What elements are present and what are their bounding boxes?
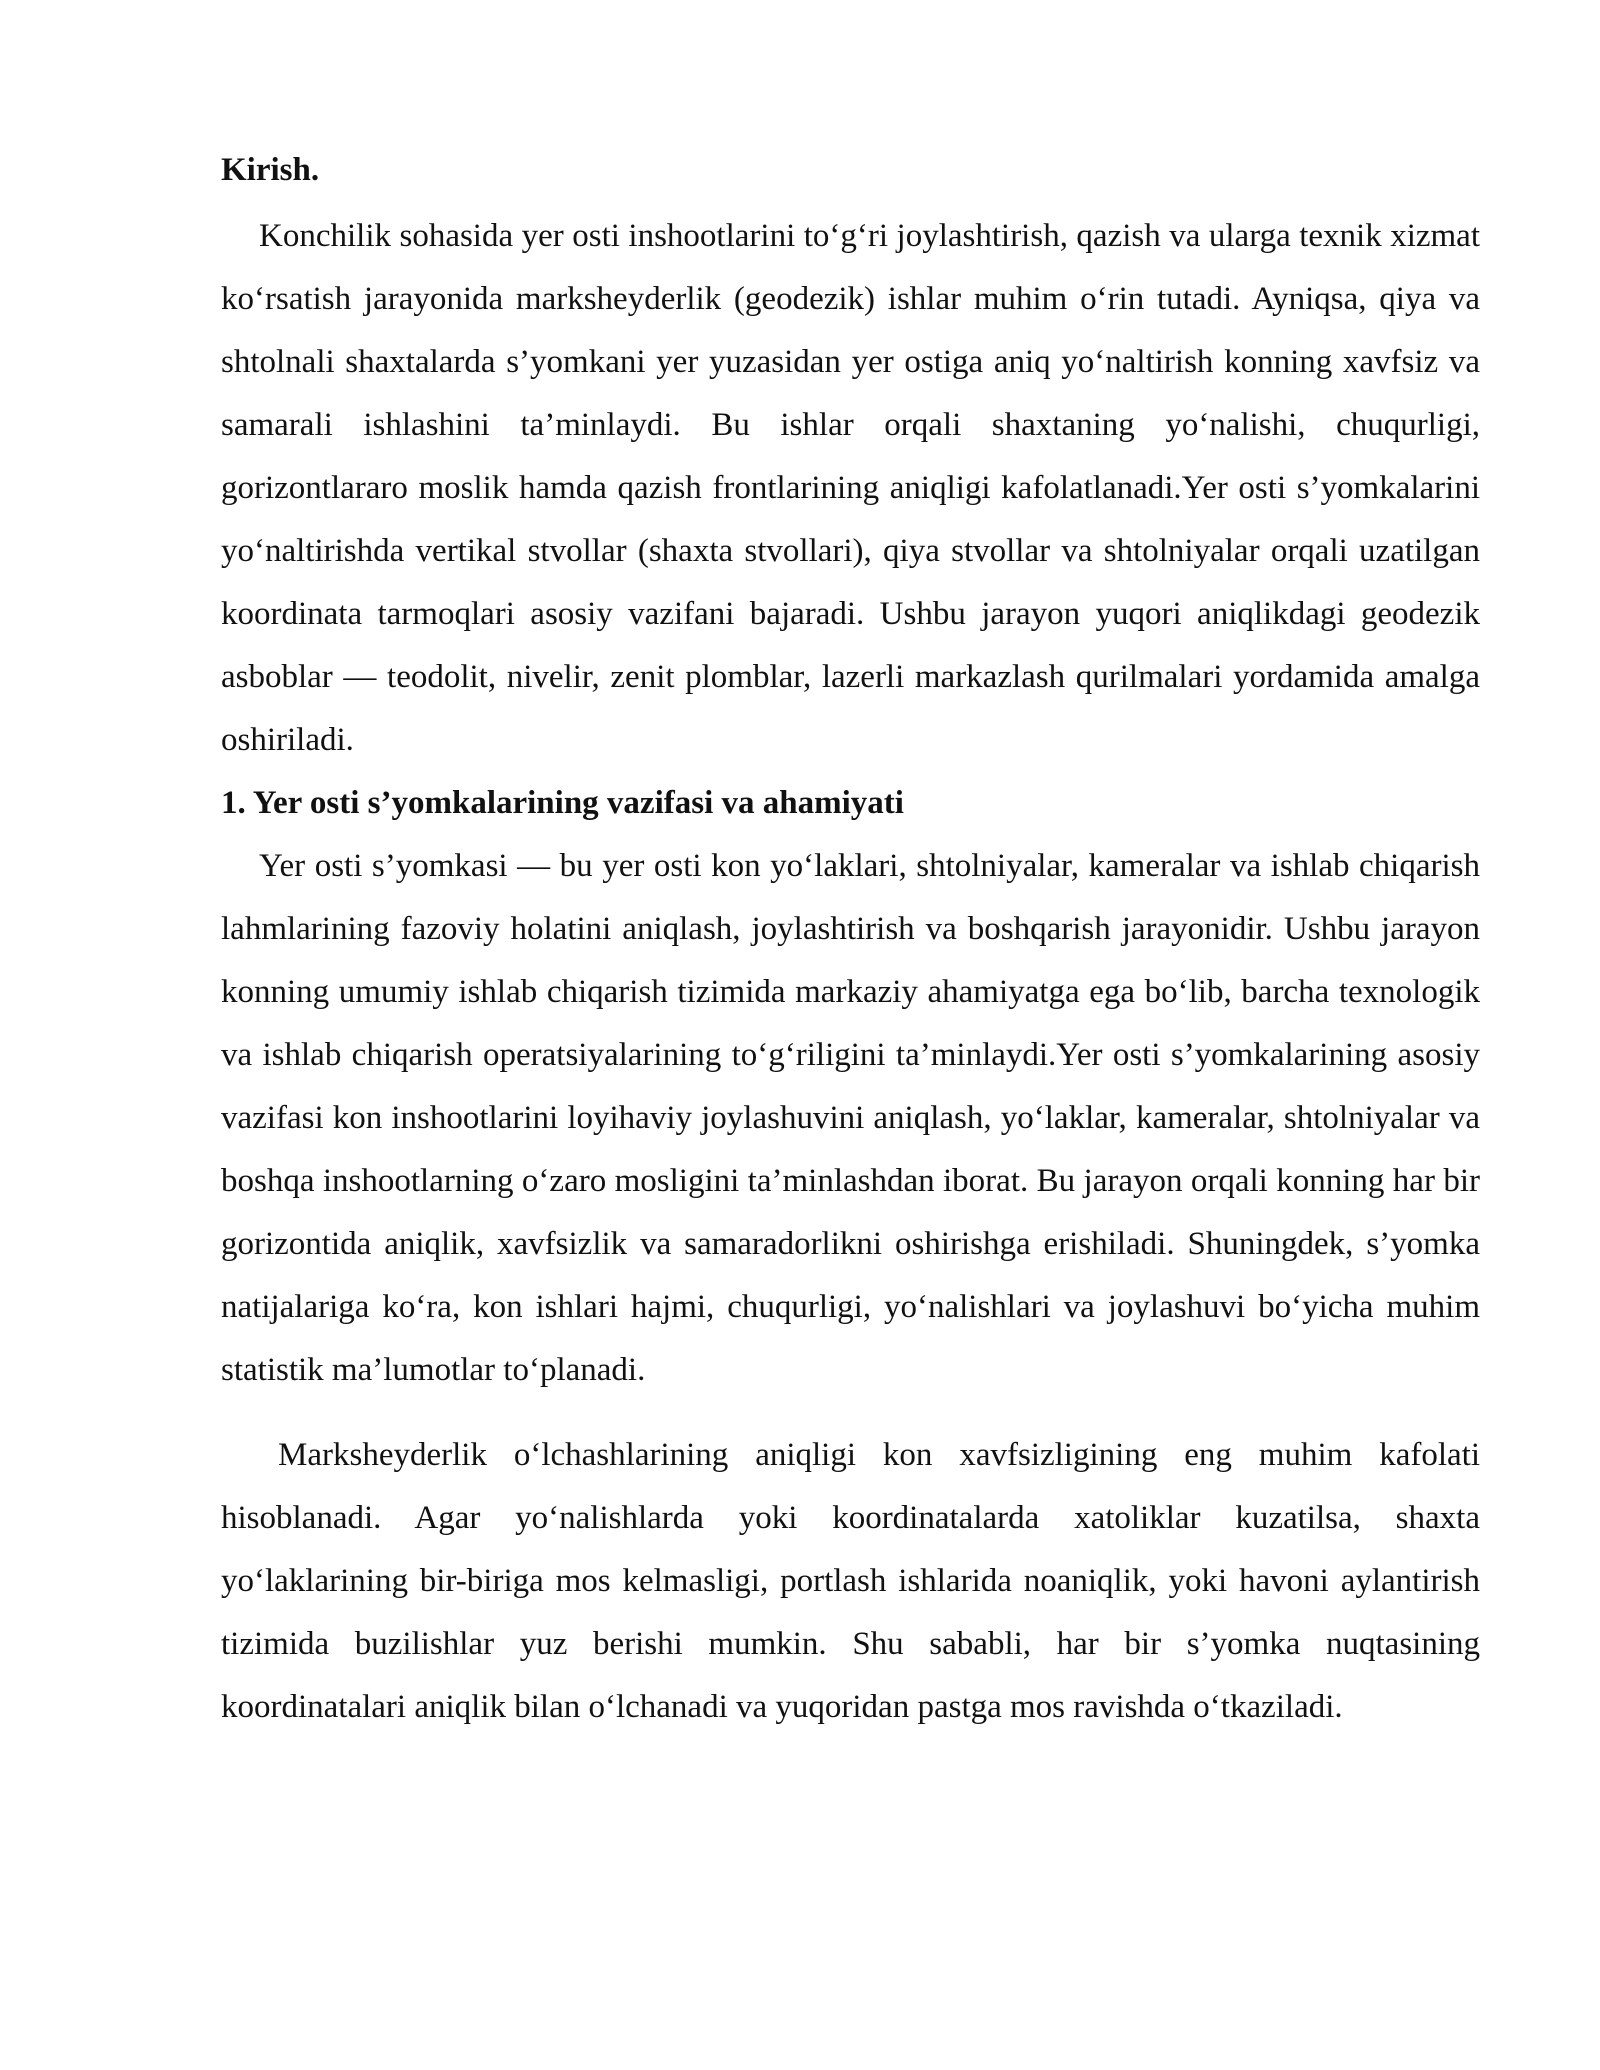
section-heading: 1. Yer osti s’yomkalarining vazifasi va ahamiyati: [221, 785, 904, 821]
section-paragraph: Yer osti s’yomkasi — bu yer osti kon yo‘laklari, shtolniyalar, kameralar va ishlab chiqarish lahmlarining fazoviy holatini aniqlash, joylashtirish va boshqarish jarayonidir. Ushbu jarayon konning umumiy ishlab chiqarish tizimida markaziy ahamiyatga ega bo‘lib, barcha texnologik va ishlab chiqarish operatsiyalarining to‘g‘riligini ta’minlaydi.Yer osti s’yomkalarining asosiy vazifasi kon inshootlarini loyihaviy joylashuvini aniqlash, yo‘laklar, kameralar, shtolniyalar va boshqa inshootlarning o‘zaro mosligini ta’minlashdan iborat. Bu jarayon orqali konning har bir gorizontida aniqlik, xavfsizlik va samaradorlikni oshirishga erishiladi. Shuningdek, s’yomka natijalariga ko‘ra, kon ishlari hajmi, chuqurligi, yo‘nalishlari va joylashuvi bo‘yicha muhim statistik ma’lumotlar to‘planadi.: [221, 848, 1480, 1388]
document-title: Kirish.: [221, 152, 320, 188]
document-page: [221, 150, 1480, 1739]
intro-paragraph: Konchilik sohasida yer osti inshootlarini to‘g‘ri joylashtirish, qazish va ularga texnik xizmat ko‘rsatish jarayonida marksheyderlik (geodezik) ishlar muhim o‘rin tutadi. Ayniqsa, qiya va shtolnali shaxtalarda s’yomkani yer yuzasidan yer ostiga aniq yo‘naltirish konning xavfsiz va samarali ishlashini ta’minlaydi. Bu ishlar orqali shaxtaning yo‘nalishi, chuqurligi, gorizontlararo moslik hamda qazish frontlarining aniqligi kafolatlanadi.Yer osti s’yomkalarini yo‘naltirishda vertikal stvollar (shaxta stvollari), qiya stvollar va shtolniyalar orqali uzatilgan koordinata tarmoqlari asosiy vazifani bajaradi. Ushbu jarayon yuqori aniqlikdagi geodezik asboblar — teodolit, nivelir, zenit plomblar, lazerli markazlash qurilmalari yordamida amalga oshiriladi.: [221, 218, 1480, 758]
section-paragraph-2: Marksheyderlik o‘lchashlarining aniqligi kon xavfsizligining eng muhim kafolati hisoblanadi. Agar yo‘nalishlarda yoki koordinatalarda xatoliklar kuzatilsa, shaxta yo‘laklarining bir-biriga mos kelmasligi, portlash ishlarida noaniqlik, yoki havoni aylantirish tizimida buzilishlar yuz berishi mumkin. Shu sababli, har bir s’yomka nuqtasining koordinatalari aniqlik bilan o‘lchanadi va yuqoridan pastga mos ravishda o‘tkaziladi.: [221, 1437, 1480, 1725]
